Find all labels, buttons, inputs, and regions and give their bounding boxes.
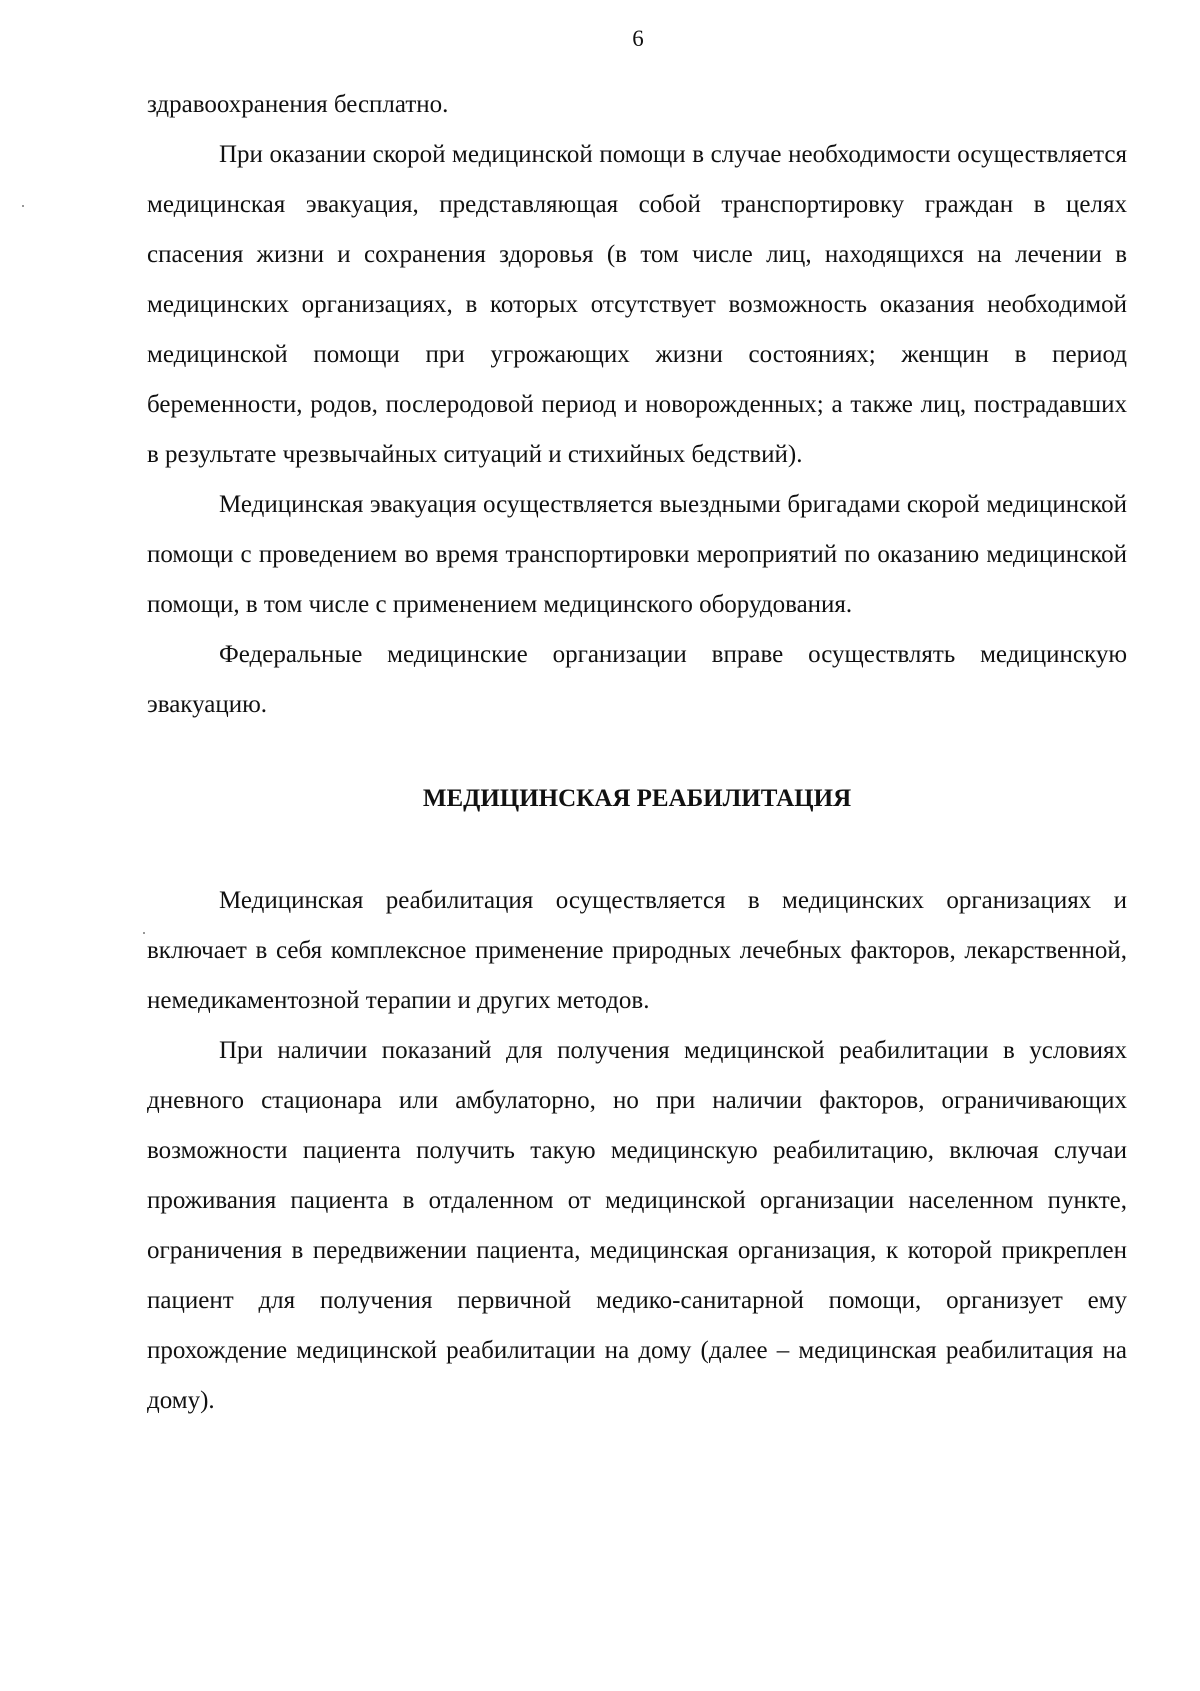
- paragraph-home-rehabilitation: При наличии показаний для получения медицинской реабилитации в условиях дневного стационара или амбулаторно, но при наличии факторов, ограничивающих возможности пациента получить такую медицинскую реабилитацию, включая случаи проживания пациента в отдаленном от медицинской организации населенном пункте, ограничения в передвижении пациента, медицинская организация, к которой прикреплен пациент для получения первичной медико-санитарной помощи, организует ему прохождение медицинской реабилитации на дому (далее – медицинская реабилитация на дому).: [147, 1037, 1127, 1414]
- spacer: [147, 824, 1127, 876]
- section-heading: МЕДИЦИНСКАЯ РЕАБИЛИТАЦИЯ: [422, 785, 852, 812]
- scan-speck: [143, 932, 145, 934]
- scan-speck: [22, 205, 24, 207]
- paragraph-rehabilitation-definition: Медицинская реабилитация осуществляется в медицинских организациях и включает в себя комплексное применение природных лечебных факторов, лекарственной, немедикаментозной терапии и других методов.: [147, 887, 1127, 1014]
- document-body: [147, 80, 1127, 1426]
- paragraph-evacuation-teams: Медицинская эвакуация осуществляется выездными бригадами скорой медицинской помощи с проведением во время транспортировки мероприятий по оказанию медицинской помощи, в том числе с применением медицинского оборудования.: [147, 491, 1127, 618]
- spacer: [147, 730, 1127, 774]
- paragraph-federal-organizations: Федеральные медицинские организации вправе осуществлять медицинскую эвакуацию.: [147, 641, 1127, 718]
- page-number: 6: [632, 26, 644, 51]
- paragraph-continuation: здравоохранения бесплатно.: [147, 91, 449, 118]
- paragraph-medical-evacuation: При оказании скорой медицинской помощи в случае необходимости осуществляется медицинская эвакуация, представляющая собой транспортировку граждан в целях спасения жизни и сохранения здоровья (в том числе лиц, находящихся на лечении в медицинских организациях, в которых отсутствует возможность оказания необходимой медицинской помощи при угрожающих жизни состояниях; женщин в период беременности, родов, послеродовой период и новорожденных; а также лиц, пострадавших в результате чрезвычайных ситуаций и стихийных бедствий).: [147, 141, 1127, 468]
